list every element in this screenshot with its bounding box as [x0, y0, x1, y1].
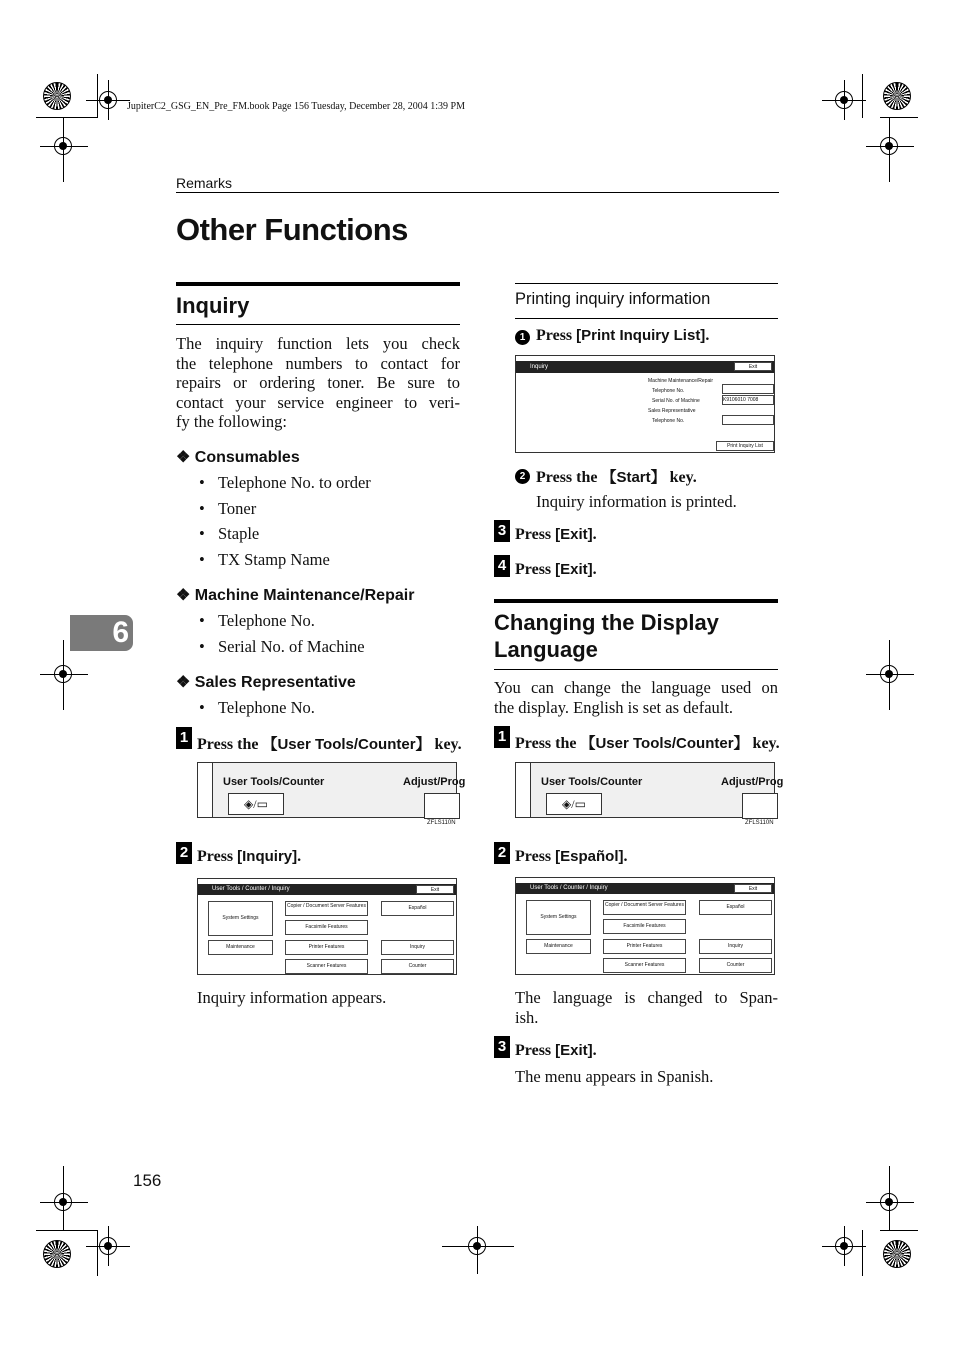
chapter-tab: 6 — [70, 615, 133, 651]
inquiry-intro: The inquiry function lets you check the telephone numbers to contact for repairs or ordering toner. Be sure to contact your service engineer to veri- fy the following: — [176, 334, 460, 431]
heading-rule — [176, 324, 460, 325]
step-instruction: Press [Inquiry]. — [197, 848, 302, 865]
printing-heading: Printing inquiry information — [515, 290, 711, 308]
user-tools-key-icon: ◈/▭ — [546, 793, 602, 815]
step-instruction: Press the 【User Tools/Counter】 key. — [197, 736, 462, 753]
control-panel-image: User Tools/Counter Adjust/Prog ◈/▭ — [515, 762, 775, 818]
group-heading: ❖ Sales Representative — [176, 674, 356, 691]
figure-code: ZFLS110N — [427, 820, 456, 826]
list-item: • TX Stamp Name — [218, 550, 330, 570]
registration-mark — [835, 1237, 853, 1255]
language-heading: Changing the Display Language — [494, 610, 719, 662]
sub-step-number: 1 — [515, 330, 530, 345]
heading-rule — [515, 318, 778, 319]
step-number: 2 — [176, 842, 192, 864]
color-wheel-mark — [43, 1240, 71, 1268]
registration-mark — [468, 1237, 486, 1255]
step-number: 1 — [494, 726, 510, 748]
registration-mark — [99, 91, 117, 109]
registration-mark — [54, 1193, 72, 1211]
step-instruction: Press [Print Inquiry List]. — [536, 327, 710, 344]
registration-mark — [835, 91, 853, 109]
color-wheel-mark — [43, 82, 71, 110]
registration-mark — [880, 665, 898, 683]
list-item: • Telephone No. — [218, 611, 315, 631]
page-number: 156 — [133, 1171, 162, 1190]
step-instruction: Press the 【User Tools/Counter】 key. — [515, 735, 780, 752]
heading-rule — [494, 669, 778, 670]
registration-mark — [880, 1193, 898, 1211]
heading-rule — [176, 282, 460, 286]
registration-mark — [54, 665, 72, 683]
group-heading: ❖ Machine Maintenance/Repair — [176, 587, 415, 604]
color-wheel-mark — [883, 1240, 911, 1268]
registration-mark — [880, 137, 898, 155]
user-tools-screen: User Tools / Counter / Inquiry Exit System Settings Copier / Document Server Features Español Facsimile Features Maintenance Printer Features Inquiry Scanner Features Counter — [197, 878, 457, 975]
language-intro: You can change the language used on the display. English is set as default. — [494, 678, 778, 717]
step-number: 4 — [494, 555, 510, 577]
heading-rule — [494, 599, 778, 603]
list-item: • Staple — [218, 524, 259, 544]
list-item: • Toner — [218, 499, 256, 519]
step-number: 1 — [176, 727, 192, 749]
group-heading: ❖ Consumables — [176, 449, 300, 466]
list-item: • Telephone No. — [218, 698, 315, 718]
section-label: Remarks — [176, 175, 233, 191]
step-number: 2 — [494, 842, 510, 864]
print-inquiry-list-button: Print Inquiry List — [716, 441, 774, 451]
step-result: The language is changed to Span- ish. — [515, 988, 778, 1027]
registration-mark — [54, 137, 72, 155]
step-number: 3 — [494, 1036, 510, 1058]
heading-rule — [515, 283, 778, 284]
step-instruction: Press the 【Start】 key. — [536, 469, 697, 486]
step-result: Inquiry information appears. — [197, 988, 387, 1007]
user-tools-key-icon: ◈/▭ — [228, 793, 284, 815]
step-instruction: Press [Español]. — [515, 848, 628, 865]
inquiry-screen: Inquiry Exit Machine Maintenance/Repair Telephone No. Serial No. of Machine K9106010 7008 Sales Representative Telephone No. Print Inquiry List — [515, 355, 775, 453]
step-number: 3 — [494, 520, 510, 542]
figure-code: ZFLS110N — [745, 820, 774, 826]
step-result: The menu appears in Spanish. — [515, 1067, 714, 1086]
color-wheel-mark — [883, 82, 911, 110]
list-item: • Serial No. of Machine — [218, 637, 365, 657]
user-tools-screen: User Tools / Counter / Inquiry Exit System Settings Copier / Document Server Features Español Facsimile Features Maintenance Printer Features Inquiry Scanner Features Counter — [515, 877, 775, 975]
header-rule — [176, 192, 779, 193]
control-panel-image: User Tools/Counter Adjust/Prog ◈/▭ — [197, 762, 457, 818]
step-result: Inquiry information is printed. — [536, 492, 737, 511]
file-info: JupiterC2_GSG_EN_Pre_FM.book Page 156 Tuesday, December 28, 2004 1:39 PM — [127, 101, 465, 112]
inquiry-heading: Inquiry — [176, 293, 250, 318]
step-instruction: Press [Exit]. — [515, 561, 597, 578]
step-instruction: Press [Exit]. — [515, 526, 597, 543]
page-title: Other Functions — [176, 212, 408, 247]
step-instruction: Press [Exit]. — [515, 1042, 597, 1059]
sub-step-number: 2 — [515, 469, 530, 484]
registration-mark — [99, 1237, 117, 1255]
list-item: • Telephone No. to order — [218, 473, 371, 493]
